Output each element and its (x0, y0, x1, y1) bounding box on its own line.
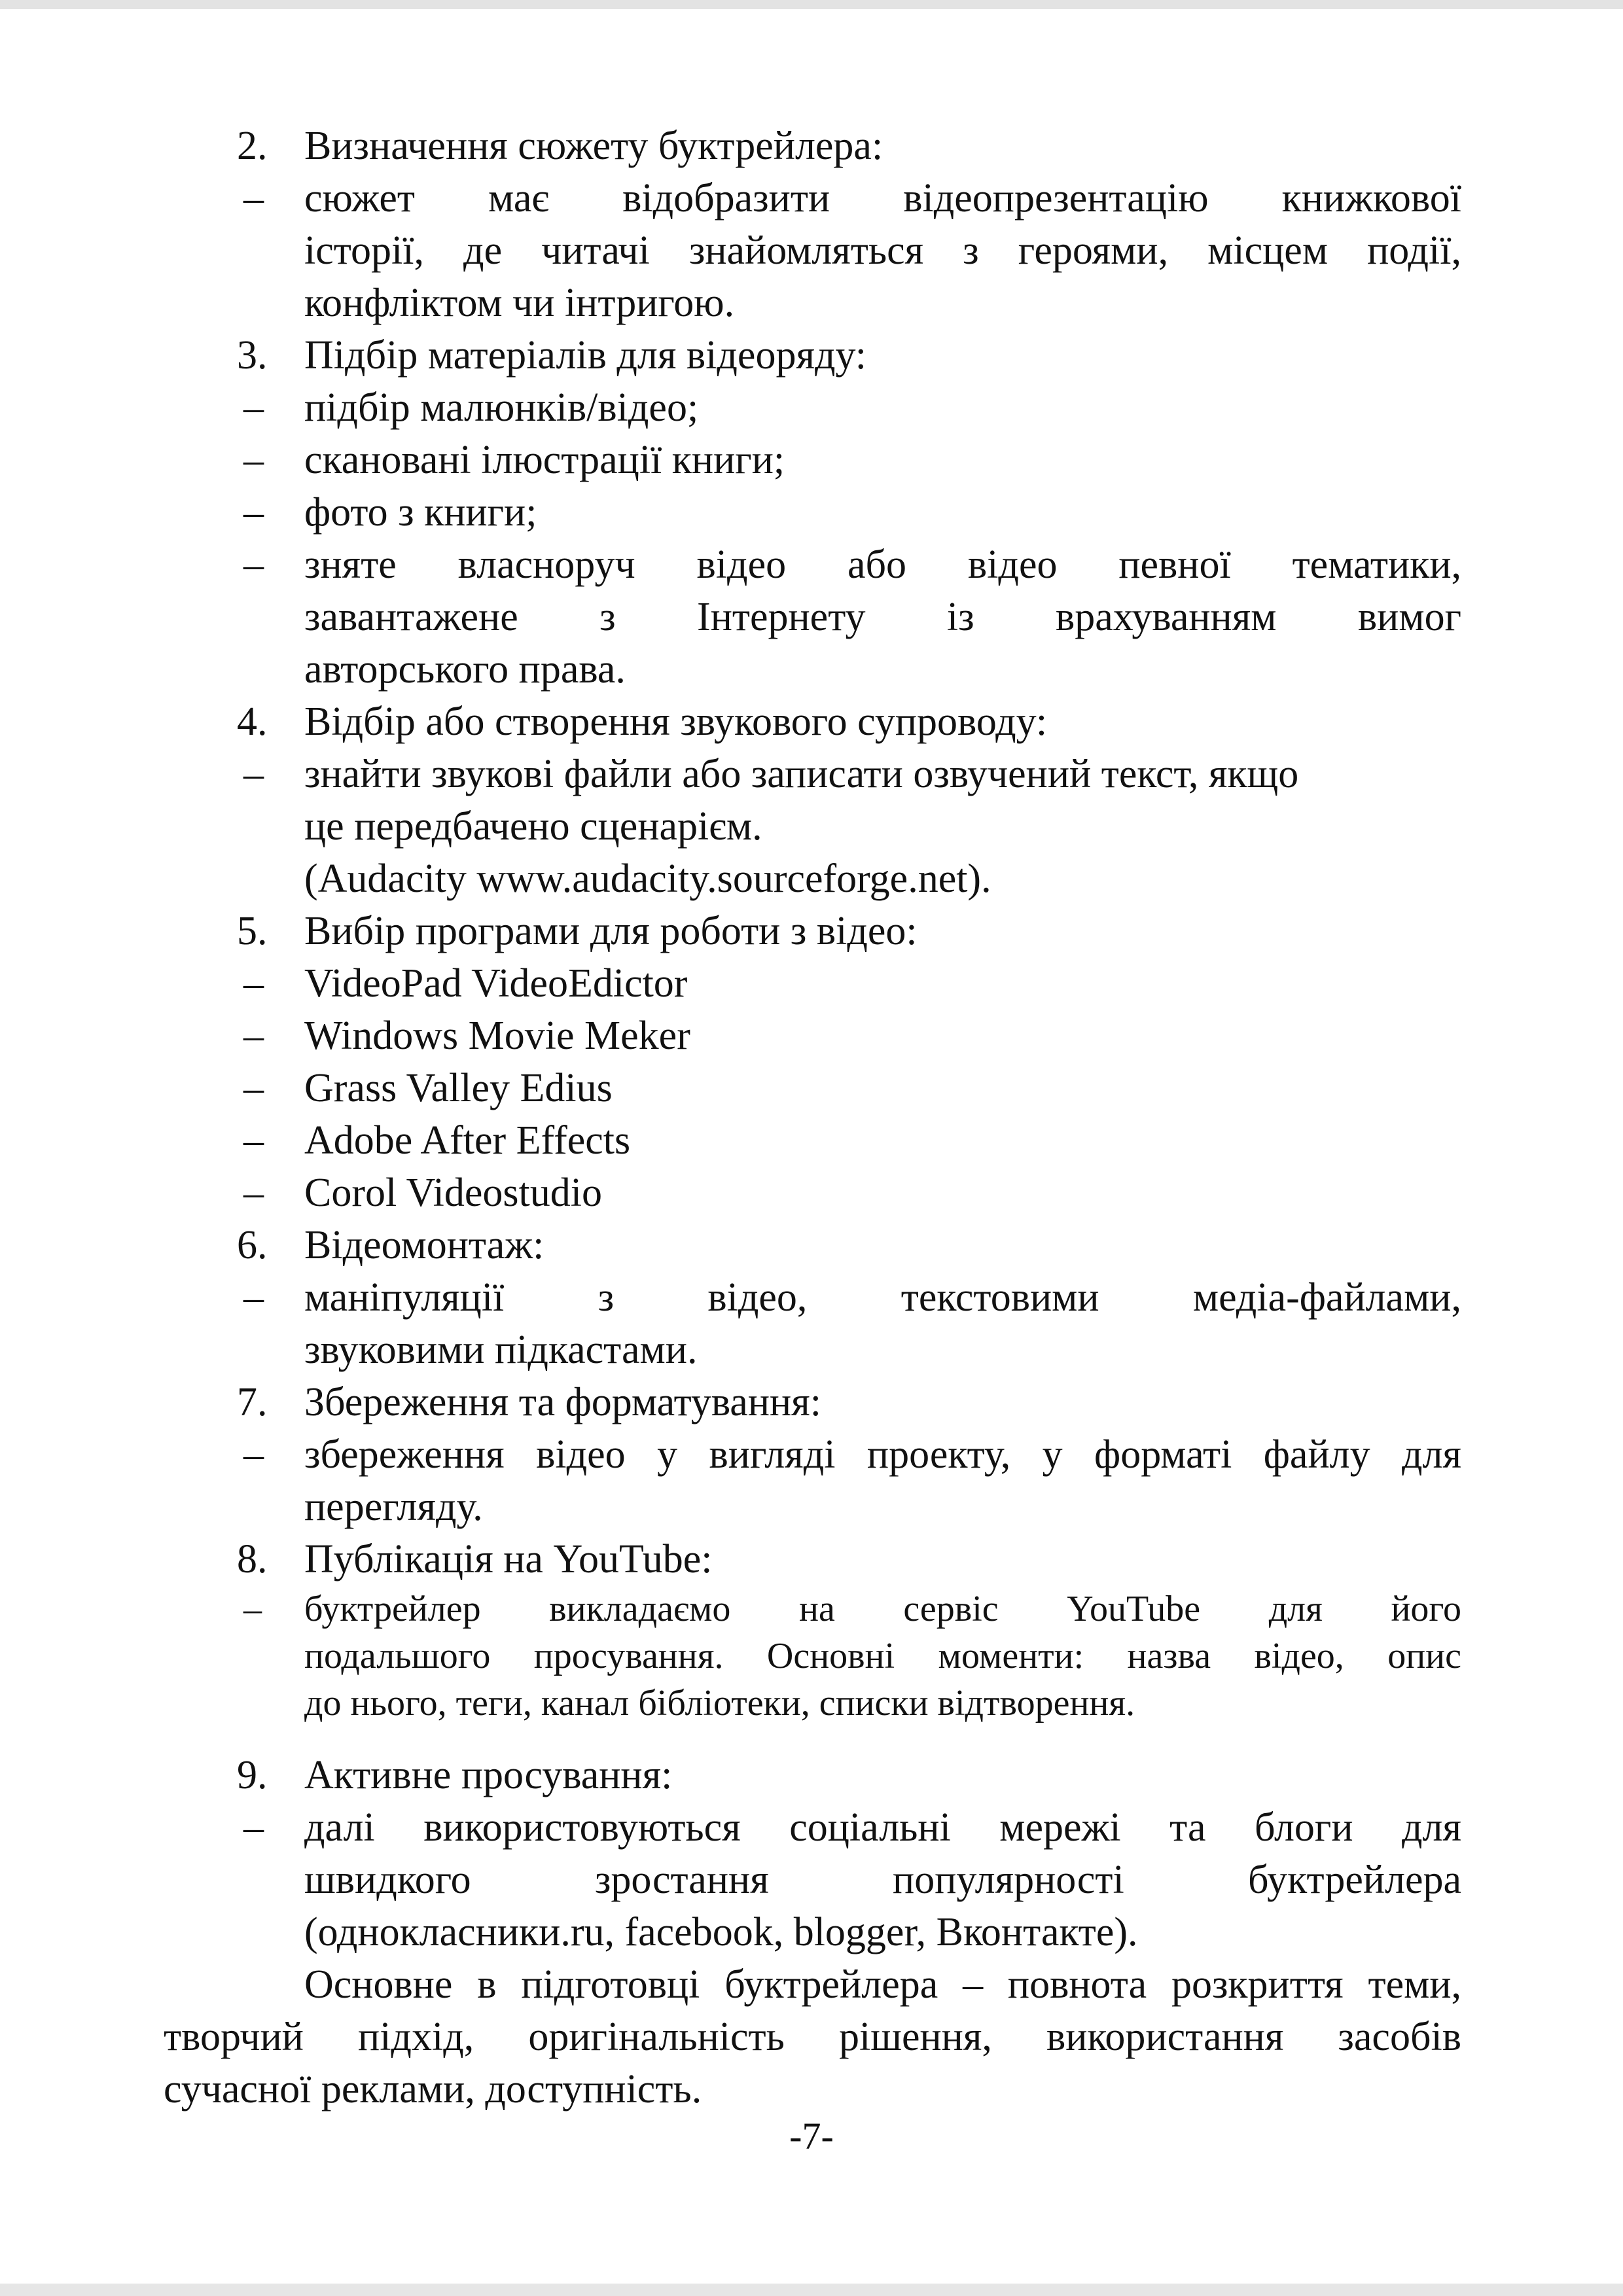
list-item-heading: Активне просування: (304, 1753, 673, 1797)
list-item-text: Corol Videostudio (304, 1171, 602, 1215)
list-item-text: звуковими підкастами. (304, 1328, 698, 1372)
list-item-text: до нього, теги, канал бібліотеки, списки відтворення. (304, 1683, 1135, 1723)
dash-marker: – (243, 1275, 264, 1320)
dash-marker: – (243, 1432, 264, 1477)
dash-marker: – (243, 438, 264, 482)
dash-marker: – (243, 490, 264, 535)
list-item-text: фото з книги; (304, 490, 537, 535)
list-item-text: завантажене з Інтернету із врахуванням вимог (304, 595, 1461, 639)
dash-marker: – (243, 1118, 264, 1163)
dash-marker: – (243, 176, 264, 221)
list-item-text: буктрейлер викладаємо на сервіс YouTube для його (304, 1589, 1461, 1629)
list-item-text: зняте власноруч відео або відео певної тематики, (304, 542, 1461, 587)
list-number: 6. (237, 1223, 268, 1267)
list-item-text: перегляду. (304, 1485, 483, 1529)
list-item-text: Adobe After Effects (304, 1118, 631, 1163)
dash-marker: – (243, 1589, 262, 1629)
list-item-text: скановані ілюстрації книги; (304, 438, 785, 482)
list-item-text: Grass Valley Edius (304, 1066, 613, 1110)
list-item-heading: Вибір програми для роботи з відео: (304, 909, 918, 953)
list-number: 9. (237, 1753, 268, 1797)
page-number: -7- (789, 2115, 834, 2157)
dash-marker: – (243, 1171, 264, 1215)
dash-marker: – (243, 1014, 264, 1058)
list-number: 3. (237, 333, 268, 378)
list-item-text: збереження відео у вигляді проекту, у форматі файлу для (304, 1432, 1461, 1477)
dash-marker: – (243, 385, 264, 430)
list-item-heading: Визначення сюжету буктрейлера: (304, 124, 883, 168)
list-number: 5. (237, 909, 268, 953)
list-item-text: подальшого просування. Основні моменти: назва відео, опис (304, 1636, 1461, 1676)
dash-marker: – (243, 542, 264, 587)
list-number: 7. (237, 1380, 268, 1424)
list-item-text: Windows Movie Meker (304, 1014, 690, 1058)
list-item-text: (однокласники.ru, facebook, blogger, Вконтакте). (304, 1910, 1138, 1954)
list-item-text: конфліктом чи інтригою. (304, 281, 735, 325)
list-item-heading: Підбір матеріалів для відеоряду: (304, 333, 866, 378)
list-item-heading: Відбір або створення звукового супроводу: (304, 699, 1048, 744)
list-number: 2. (237, 124, 268, 168)
list-item-text: далі використовуються соціальні мережі та блоги для (304, 1805, 1461, 1850)
list-item-text: швидкого зростання популярності буктрейлера (304, 1858, 1461, 1902)
list-item-text: підбір малюнків/відео; (304, 385, 699, 430)
list-item-text: авторського права. (304, 647, 626, 692)
conclusion-text: Основне в підготовці буктрейлера – повнота розкриття теми, (304, 1962, 1461, 2007)
list-number: 8. (237, 1537, 268, 1581)
dash-marker: – (243, 752, 264, 796)
list-item-heading: Збереження та форматування: (304, 1380, 821, 1424)
dash-marker: – (243, 1805, 264, 1850)
list-item-heading: Відеомонтаж: (304, 1223, 544, 1267)
list-item-text: знайти звукові файли або записати озвучений текст, якщо (304, 752, 1299, 796)
conclusion-text: сучасної реклами, доступність. (164, 2067, 702, 2111)
list-number: 4. (237, 699, 268, 744)
list-item-text: історії, де читачі знайомляться з героями, місцем події, (304, 228, 1461, 273)
list-item-text: сюжет має відобразити відеопрезентацію книжкової (304, 176, 1461, 221)
dash-marker: – (243, 1066, 264, 1110)
list-item-text: (Audacity www.audacity.sourceforge.net). (304, 857, 991, 901)
list-item-text: VideoPad VideoEdictor (304, 961, 688, 1006)
list-item-text: це передбачено сценарієм. (304, 804, 762, 849)
bottom-edge (0, 2284, 1623, 2296)
conclusion-text: творчий підхід, оригінальність рішення, використання засобів (164, 2015, 1461, 2059)
list-item-heading: Публікація на YouTube: (304, 1537, 713, 1581)
list-item-text: маніпуляції з відео, текстовими медіа-файлами, (304, 1275, 1461, 1320)
dash-marker: – (243, 961, 264, 1006)
